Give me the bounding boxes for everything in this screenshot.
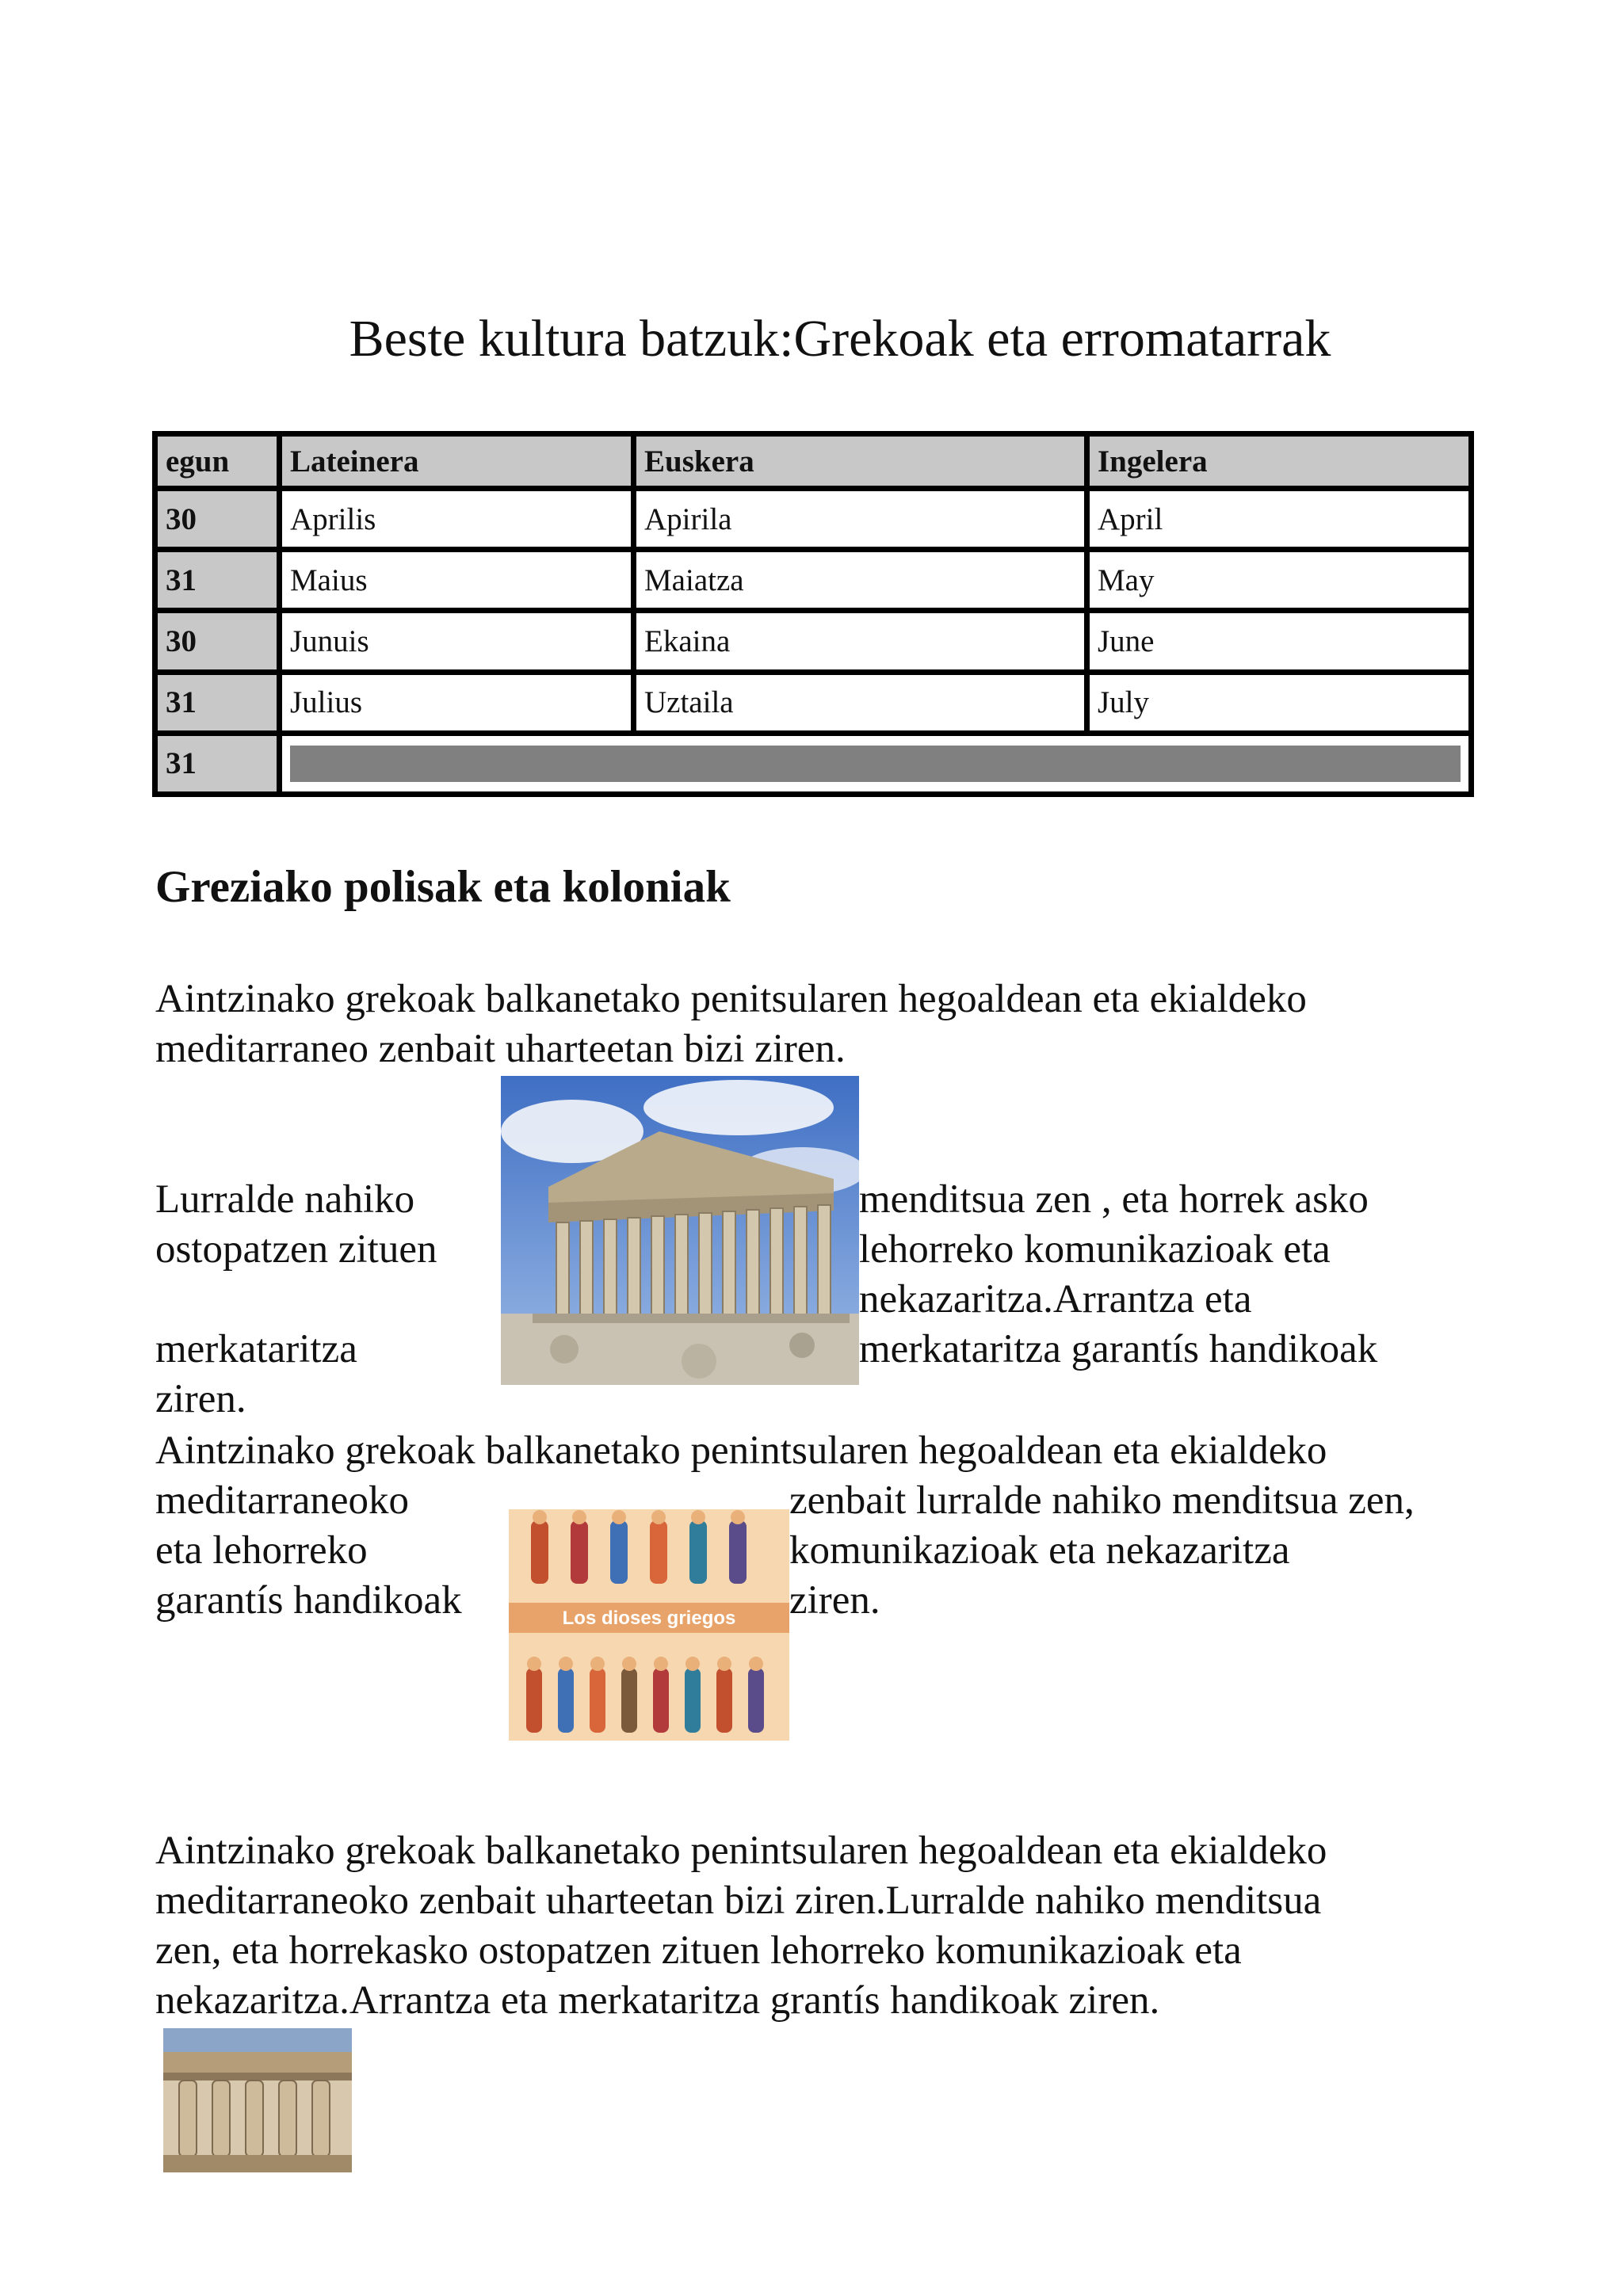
months-table <box>152 431 1474 797</box>
page-title: Beste kultura batzuk:Grekoak eta erromatarrak <box>349 310 1331 368</box>
parthenon-photo <box>501 1076 859 1385</box>
block2-right-line-1: zenbait lurralde nahiko menditsua zen, <box>789 1478 1415 1523</box>
section-heading: Greziako polisak eta koloniak <box>155 862 731 912</box>
basque-cell: Apirila <box>634 489 1087 550</box>
table-row <box>155 550 1472 611</box>
block1-right-line-3: nekazaritza.Arrantza eta <box>859 1277 1252 1322</box>
block1-left-line-1: Lurralde nahiko <box>155 1177 415 1222</box>
english-cell: June <box>1087 611 1472 672</box>
final-line-2: meditarraneoko zenbait uharteetan bizi ziren.Lurralde nahiko menditsua <box>155 1878 1322 1923</box>
table-row <box>155 611 1472 672</box>
block1-left-line-2: ostopatzen zituen <box>155 1227 437 1272</box>
redaction-bar <box>290 746 1461 782</box>
header-lateinera: Lateinera <box>280 434 634 489</box>
block2-full-line: Aintzinako grekoak balkanetako penintsularen hegoaldean eta ekialdeko <box>155 1428 1327 1473</box>
days-cell: 31 <box>155 672 280 733</box>
english-cell: April <box>1087 489 1472 550</box>
basque-cell: Maiatza <box>634 550 1087 611</box>
basque-cell: Ekaina <box>634 611 1087 672</box>
english-cell: July <box>1087 672 1472 733</box>
table-row <box>155 672 1472 733</box>
block2-left-line-3: garantís handikoak <box>155 1578 462 1623</box>
latin-cell: Maius <box>280 550 634 611</box>
intro-line-2: meditarraneo zenbait uharteetan bizi ziren. <box>155 1027 846 1071</box>
final-line-4: nekazaritza.Arrantza eta merkataritza grantís handikoak ziren. <box>155 1978 1160 2023</box>
final-line-3: zen, eta horrekasko ostopatzen zituen lehorreko komunikazioak eta <box>155 1928 1242 1973</box>
block1-right-line-1: menditsua zen , eta horrek asko <box>859 1177 1369 1222</box>
table-header-row <box>155 434 1472 489</box>
gods-image-caption: Los dioses griegos <box>562 1608 736 1629</box>
block1-right-line-4: merkataritza garantís handikoak <box>859 1327 1378 1371</box>
final-line-1: Aintzinako grekoak balkanetako penintsularen hegoaldean eta ekialdeko <box>155 1829 1327 1873</box>
header-egun: egun <box>155 434 280 489</box>
header-euskera: Euskera <box>634 434 1087 489</box>
block2-right-line-3: ziren. <box>789 1578 880 1623</box>
redacted-row-cell <box>280 733 1472 794</box>
header-ingelera: Ingelera <box>1087 434 1472 489</box>
block1-right-line-2: lehorreko komunikazioak eta <box>859 1227 1331 1272</box>
table-row <box>155 489 1472 550</box>
greek-gods-image <box>509 1509 789 1741</box>
basque-cell: Uztaila <box>634 672 1087 733</box>
latin-cell: Aprilis <box>280 489 634 550</box>
table-row <box>155 733 1472 794</box>
days-cell: 31 <box>155 733 280 794</box>
days-cell: 30 <box>155 611 280 672</box>
block2-right-line-2: komunikazioak eta nekazaritza <box>789 1528 1290 1573</box>
block1-left-line-4: ziren. <box>155 1377 246 1421</box>
days-cell: 30 <box>155 489 280 550</box>
latin-cell: Julius <box>280 672 634 733</box>
block2-left-line-2: eta lehorreko <box>155 1528 368 1573</box>
days-cell: 31 <box>155 550 280 611</box>
caryatids-photo <box>163 2028 352 2172</box>
intro-line-1: Aintzinako grekoak balkanetako penitsularen hegoaldean eta ekialdeko <box>155 977 1307 1021</box>
block1-left-line-3: merkataritza <box>155 1327 357 1371</box>
latin-cell: Junuis <box>280 611 634 672</box>
block2-left-line-1: meditarraneoko <box>155 1478 410 1523</box>
english-cell: May <box>1087 550 1472 611</box>
